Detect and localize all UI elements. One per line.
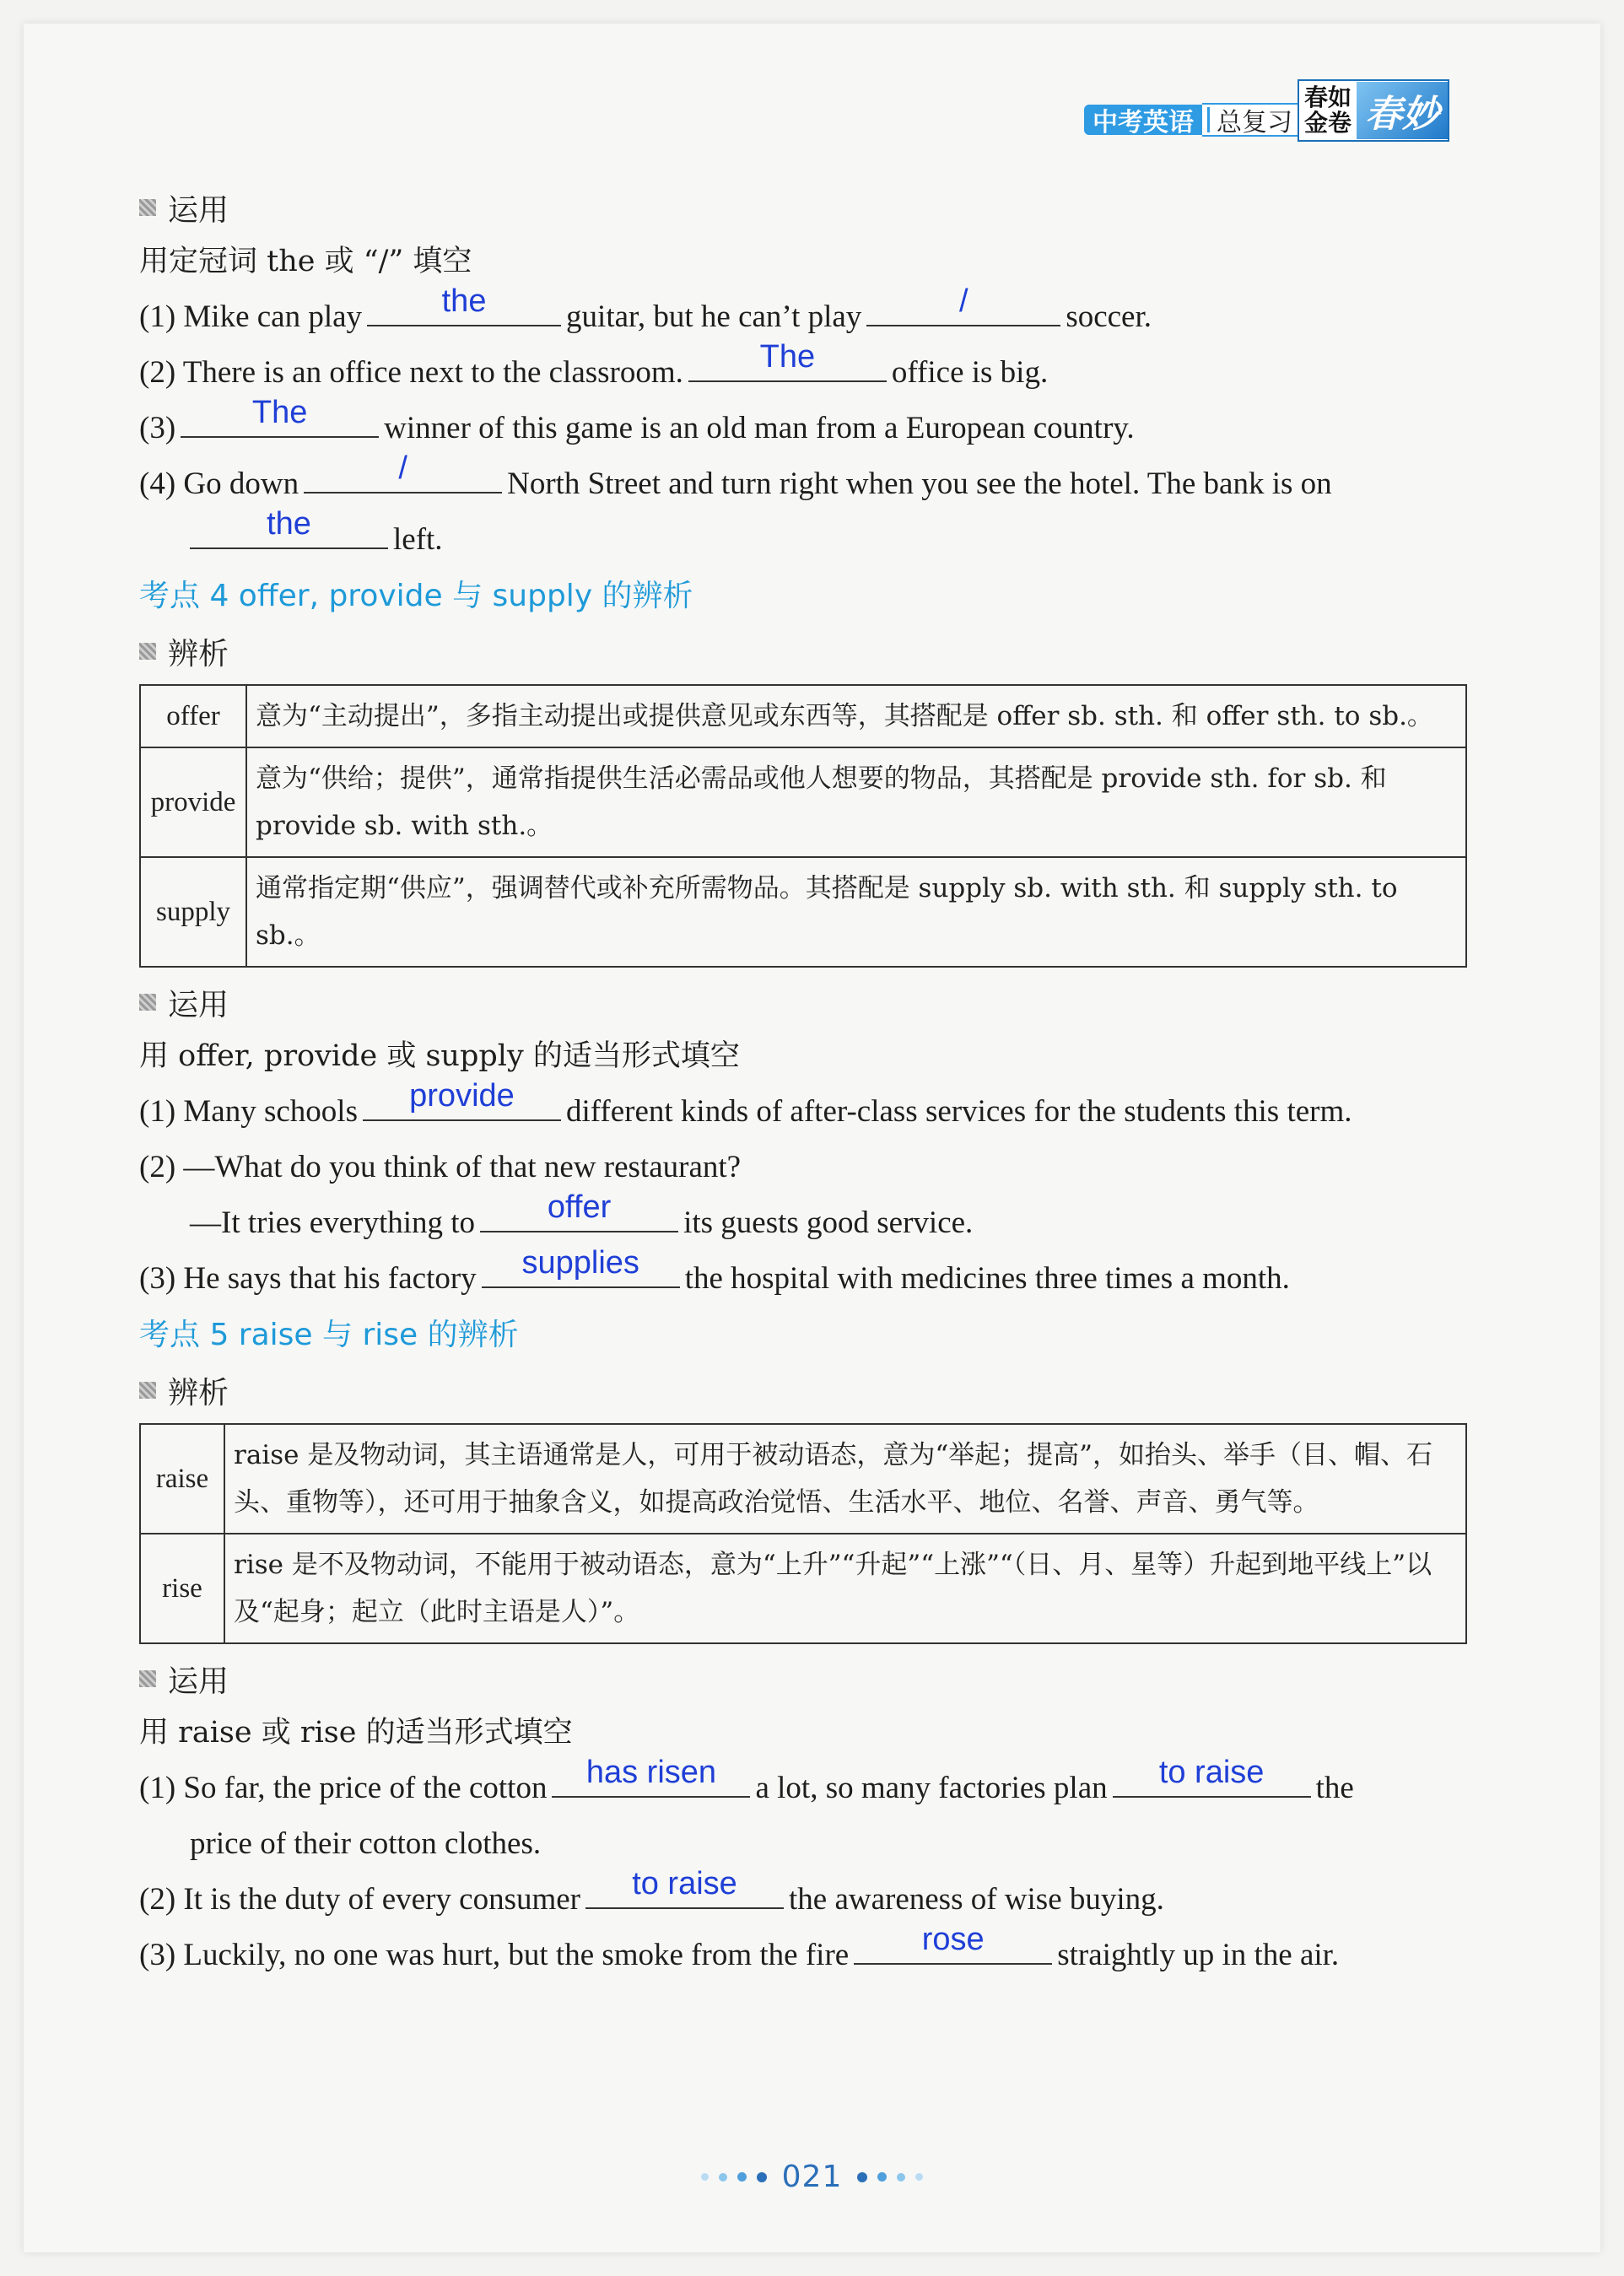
answer-text: rose	[921, 1922, 985, 1957]
answer-text: has risen	[585, 1755, 717, 1790]
answer-text: provide	[409, 1078, 515, 1114]
exercise-line	[139, 395, 1468, 456]
desc-cell: 意为“供给；提供”，通常指提供生活必需品或他人想要的物品，其搭配是 provide sth. for sb. 和 provide sb. with sth.。	[246, 747, 1466, 857]
exercise-line	[139, 1189, 1468, 1251]
analysis-heading-label: 辨析	[168, 1375, 229, 1410]
use-heading	[139, 976, 1468, 1028]
desc-cell: 通常指定期“供应”，强调替代或补充所需物品。其搭配是 supply sb. with sth. 和 supply sth. to sb.。	[246, 857, 1466, 967]
exercise-line	[139, 1078, 1468, 1140]
answer-text: to raise	[1158, 1755, 1265, 1790]
term-cell: supply	[140, 857, 246, 967]
exercise-line	[139, 1816, 1468, 1872]
use-heading	[139, 1653, 1468, 1705]
table-row	[140, 685, 1466, 747]
question-text: (1) Mike can play	[139, 299, 363, 334]
question-text: its guests good service.	[683, 1205, 974, 1240]
brand-series-label: 总复习	[1217, 108, 1292, 138]
instruction: 用 raise 或 rise 的适当形式填空	[139, 1716, 573, 1750]
definition-table	[139, 684, 1467, 968]
exercise-line	[139, 1755, 1468, 1816]
dot-icon	[757, 2172, 767, 2182]
bullet-square-icon	[139, 643, 156, 660]
dot-icon	[701, 2173, 709, 2181]
question-text: price of their cotton clothes.	[190, 1826, 542, 1861]
analysis-heading	[139, 1364, 1468, 1416]
answer-blank[interactable]	[688, 339, 887, 382]
answer-blank[interactable]	[304, 450, 502, 493]
analysis-heading	[139, 625, 1468, 677]
question-text: (1) Many schools	[139, 1094, 358, 1129]
use-heading-label: 运用	[168, 192, 229, 228]
bullet-square-icon	[139, 1670, 156, 1687]
question-text: left.	[393, 522, 443, 557]
answer-text: /	[959, 283, 968, 319]
exercise-line	[139, 1866, 1468, 1928]
question-text: (4) Go down	[139, 467, 299, 501]
answer-text: supplies	[521, 1245, 639, 1281]
header-brand	[1084, 80, 1449, 141]
answer-text: offer	[547, 1189, 612, 1225]
table-row	[140, 1534, 1466, 1643]
bullet-square-icon	[139, 199, 156, 216]
question-text: the	[1315, 1771, 1354, 1805]
answer-text: /	[398, 450, 407, 486]
exercise-line	[139, 450, 1468, 512]
exercise-line	[139, 506, 1468, 568]
answer-blank[interactable]	[585, 1866, 784, 1909]
table-row	[140, 1424, 1466, 1534]
answer-blank[interactable]	[190, 506, 388, 549]
question-text: guitar, but he can’t play	[566, 299, 862, 334]
table-row	[140, 747, 1466, 857]
dot-icon	[737, 2172, 747, 2182]
topic-title-4: 考点 4 offer, provide 与 supply 的辨析	[139, 579, 693, 613]
answer-text: the	[267, 506, 311, 542]
question-text: (2) —What do you think of that new restaurant?	[139, 1150, 742, 1184]
question-text: —It tries everything to	[190, 1205, 476, 1240]
answer-blank[interactable]	[854, 1922, 1052, 1965]
question-text: the hospital with medicines three times a month.	[684, 1261, 1290, 1296]
bullet-square-icon	[139, 1382, 156, 1399]
desc-cell: 意为“主动提出”，多指主动提出或提供意见或东西等，其搭配是 offer sb. sth. 和 offer sth. to sb.。	[246, 685, 1466, 747]
question-text: (1) So far, the price of the cotton	[139, 1771, 548, 1805]
dot-icon	[857, 2172, 867, 2182]
answer-blank[interactable]	[367, 283, 561, 326]
answer-blank[interactable]	[480, 1189, 678, 1232]
answer-blank[interactable]	[552, 1755, 750, 1798]
question-text: office is big.	[891, 355, 1049, 390]
term-cell: raise	[140, 1424, 224, 1534]
question-text: (2) It is the duty of every consumer	[139, 1882, 580, 1917]
question-text: different kinds of after-class services for the students this term.	[565, 1094, 1352, 1129]
answer-text: The	[251, 395, 308, 430]
exercise-line	[139, 1922, 1468, 1983]
term-cell: rise	[140, 1534, 224, 1643]
instruction: 用 offer, provide 或 supply 的适当形式填空	[139, 1039, 740, 1073]
page-number: 021	[781, 2160, 843, 2194]
brand-series	[1202, 103, 1298, 137]
table-row	[140, 857, 1466, 967]
instruction: 用定冠词 the 或 “/” 填空	[139, 245, 472, 278]
question-text: soccer.	[1066, 299, 1152, 334]
answer-blank[interactable]	[866, 283, 1060, 326]
bullet-square-icon	[139, 994, 156, 1011]
definition-table	[139, 1423, 1467, 1644]
dot-icon	[877, 2172, 887, 2182]
answer-text: The	[759, 339, 816, 375]
brand-name-stack	[1304, 85, 1352, 136]
dot-icon	[719, 2173, 727, 2182]
term-cell: offer	[140, 685, 246, 747]
exercise-line	[139, 1245, 1468, 1307]
brand-name-bottom: 金卷	[1304, 109, 1352, 137]
question-text: (3) He says that his factory	[139, 1261, 477, 1296]
page-footer	[0, 2160, 1624, 2194]
analysis-heading-label: 辨析	[168, 636, 229, 671]
topic-title-5: 考点 5 raise 与 rise 的辨析	[139, 1318, 519, 1352]
question-text: (3)	[139, 411, 176, 445]
dot-icon	[915, 2173, 923, 2181]
desc-cell: rise 是不及物动词，不能用于被动语态，意为“上升”“升起”“上涨”“（日、月、星等）升起到地平线上”以及“起身；起立（此时主语是人）”。	[224, 1534, 1466, 1643]
brand-separator	[1207, 107, 1210, 132]
exercise-line	[139, 1140, 1468, 1195]
dot-icon	[897, 2173, 905, 2182]
term-cell: provide	[140, 747, 246, 857]
question-text: the awareness of wise buying.	[789, 1882, 1164, 1917]
answer-blank[interactable]	[482, 1245, 680, 1288]
question-text: (3) Luckily, no one was hurt, but the smoke from the fire	[139, 1938, 850, 1972]
desc-cell: raise 是及物动词，其主语通常是人，可用于被动语态，意为“举起；提高”，如抬头、举手（目、帽、石头、重物等），还可用于抽象含义，如提高政治觉悟、生活水平、地位、名誉、声音、勇气等。	[224, 1424, 1466, 1534]
exercise-line	[139, 283, 1468, 345]
answer-blank[interactable]	[1113, 1755, 1311, 1798]
question-text: straightly up in the air.	[1057, 1938, 1340, 1972]
answer-text: to raise	[632, 1866, 737, 1901]
question-text: winner of this game is an old man from a European country.	[384, 411, 1135, 445]
use-heading-label: 运用	[168, 1664, 229, 1699]
brand-logo-mark: 春妙	[1357, 82, 1448, 139]
brand-subject: 中考英语	[1084, 105, 1202, 135]
question-text: North Street and turn right when you see the hotel. The bank is on	[507, 467, 1332, 501]
content	[139, 181, 1468, 1983]
question-text: (2) There is an office next to the classroom.	[139, 355, 683, 390]
answer-text: the	[441, 283, 487, 319]
answer-blank[interactable]	[363, 1078, 561, 1121]
brand-logo-block	[1298, 79, 1449, 142]
brand-name-top: 春如	[1304, 84, 1352, 111]
use-heading	[139, 181, 1468, 234]
use-heading-label: 运用	[168, 987, 229, 1022]
exercise-line	[139, 339, 1468, 401]
question-text: a lot, so many factories plan	[755, 1771, 1108, 1805]
answer-blank[interactable]	[181, 395, 379, 438]
